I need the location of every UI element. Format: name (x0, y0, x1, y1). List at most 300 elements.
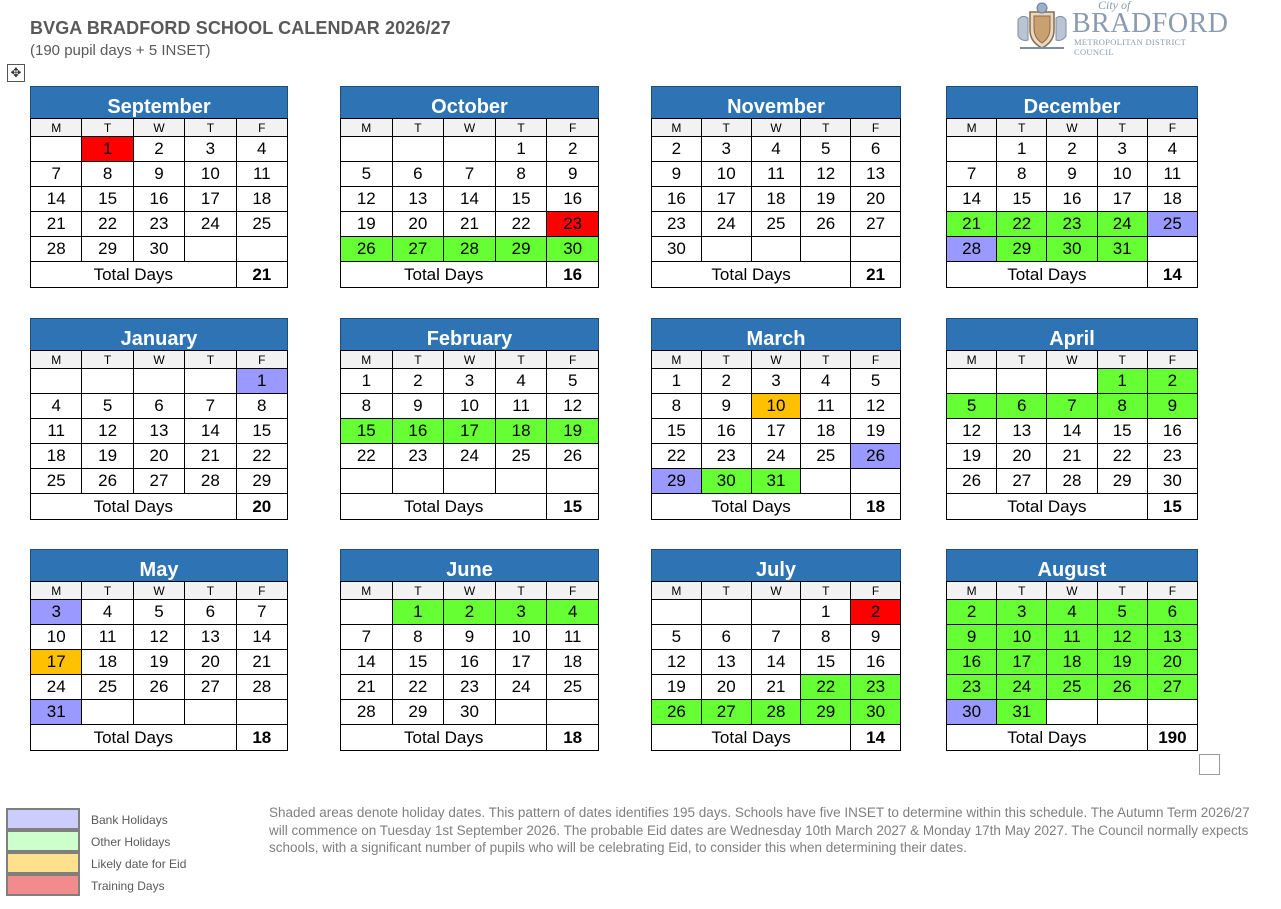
weekday-label: T (392, 582, 444, 600)
day-cell: 24 (751, 444, 801, 469)
week-row (652, 419, 901, 444)
day-cell: 15 (82, 187, 133, 212)
day-cell-hol: 18 (495, 419, 547, 444)
weekday-label: W (751, 351, 801, 369)
day-cell: 24 (31, 675, 82, 700)
weekday-label: T (392, 351, 444, 369)
weekday-label: T (185, 582, 236, 600)
day-cell-hol: 31 (997, 700, 1047, 725)
logo-name-text: BRADFORD (1072, 8, 1229, 39)
day-cell: 8 (236, 394, 287, 419)
weekday-label: T (185, 119, 236, 137)
week-row (947, 469, 1198, 494)
empty-day-cell (1097, 700, 1147, 725)
day-cell: 16 (851, 650, 901, 675)
day-cell: 26 (801, 212, 851, 237)
day-cell: 19 (341, 212, 393, 237)
day-cell-hol: 4 (547, 600, 599, 625)
month-table (30, 581, 288, 751)
week-row (652, 187, 901, 212)
day-cell-hol: 23 (851, 675, 901, 700)
day-cell: 25 (82, 675, 133, 700)
day-cell: 13 (701, 650, 751, 675)
calendar-note: Shaded areas denote holiday dates. This pattern of dates identifies 195 days. Schools have five INSET to determine within this schedule. The Autumn Term 2026/27 will commence on Tuesday 1st September 2026. The probable Eid dates are Wednesday 10th March 2027 & Monday 17th May 2027. The Council normally expects schools, with a significant number of pupils who will be celebrating Eid, to consider this when determining their dates. (269, 805, 1250, 855)
day-cell: 1 (801, 600, 851, 625)
day-cell-hol: 11 (1047, 625, 1097, 650)
total-days-label: Total Days (31, 494, 237, 520)
day-cell: 6 (133, 394, 184, 419)
day-cell: 28 (1047, 469, 1097, 494)
day-cell: 30 (444, 700, 496, 725)
day-cell-hol: 22 (801, 675, 851, 700)
empty-day-cell (547, 469, 599, 494)
weekday-header-row (31, 582, 288, 600)
day-cell-hol: 24 (997, 675, 1047, 700)
empty-day-cell (652, 600, 702, 625)
week-row (341, 137, 599, 162)
day-cell-hol: 30 (851, 700, 901, 725)
council-logo (1012, 0, 1227, 56)
coat-of-arms-icon (1012, 0, 1072, 52)
week-row (31, 162, 288, 187)
month-table (340, 581, 599, 751)
day-cell: 5 (133, 600, 184, 625)
day-cell: 5 (801, 137, 851, 162)
week-row (652, 700, 901, 725)
week-row (947, 444, 1198, 469)
weekday-label: F (547, 119, 599, 137)
day-cell: 11 (236, 162, 287, 187)
empty-day-cell (392, 137, 444, 162)
empty-day-cell (997, 369, 1047, 394)
weekday-label: M (31, 582, 82, 600)
day-cell: 9 (851, 625, 901, 650)
day-cell: 25 (801, 444, 851, 469)
month-table (946, 350, 1198, 520)
day-cell: 21 (751, 675, 801, 700)
empty-day-cell (133, 369, 184, 394)
day-cell: 9 (392, 394, 444, 419)
day-cell: 4 (1147, 137, 1197, 162)
weekday-label: T (701, 582, 751, 600)
weekday-label: M (341, 119, 393, 137)
table-move-handle-icon[interactable]: ✥ (7, 64, 25, 82)
logo-city-text: City of (1098, 0, 1131, 12)
day-cell-hol: 31 (1097, 237, 1147, 262)
month-august (946, 549, 1198, 751)
week-row (652, 600, 901, 625)
day-cell: 5 (851, 369, 901, 394)
month-table (651, 581, 901, 751)
empty-day-cell (236, 237, 287, 262)
day-cell: 2 (392, 369, 444, 394)
legend-swatch-other (6, 830, 80, 852)
day-cell: 17 (495, 650, 547, 675)
day-cell: 22 (495, 212, 547, 237)
week-row (947, 162, 1198, 187)
weekday-label: F (851, 119, 901, 137)
day-cell: 18 (31, 444, 82, 469)
week-row (31, 237, 288, 262)
month-table (340, 350, 599, 520)
day-cell: 6 (392, 162, 444, 187)
weekday-label: M (652, 582, 702, 600)
total-days-label: Total Days (652, 494, 851, 520)
empty-day-cell (341, 469, 393, 494)
week-row (652, 650, 901, 675)
weekday-label: T (495, 119, 547, 137)
total-row (341, 725, 599, 751)
weekday-label: F (236, 351, 287, 369)
day-cell-hol: 2 (1147, 369, 1197, 394)
day-cell-hol: 19 (547, 419, 599, 444)
weekday-label: M (947, 119, 997, 137)
day-cell: 12 (652, 650, 702, 675)
day-cell: 6 (851, 137, 901, 162)
week-row (31, 137, 288, 162)
day-cell: 23 (444, 675, 496, 700)
day-cell-hol: 27 (1147, 675, 1197, 700)
week-row (652, 675, 901, 700)
weekday-label: F (851, 582, 901, 600)
weekday-label: T (997, 119, 1047, 137)
day-cell-hol: 3 (495, 600, 547, 625)
day-cell: 10 (701, 162, 751, 187)
weekday-label: W (133, 582, 184, 600)
empty-day-cell (341, 600, 393, 625)
day-cell: 18 (236, 187, 287, 212)
weekday-label: F (547, 582, 599, 600)
day-cell: 9 (701, 394, 751, 419)
weekday-label: F (851, 351, 901, 369)
day-cell-hol: 27 (392, 237, 444, 262)
day-cell: 4 (82, 600, 133, 625)
day-cell: 28 (31, 237, 82, 262)
day-cell: 4 (495, 369, 547, 394)
week-row (947, 675, 1198, 700)
total-days-value: 14 (1147, 262, 1197, 288)
week-row (652, 212, 901, 237)
day-cell: 21 (236, 650, 287, 675)
weekday-label: T (1097, 582, 1147, 600)
legend-item-training (6, 874, 206, 896)
day-cell: 8 (495, 162, 547, 187)
day-cell-hol: 21 (947, 212, 997, 237)
day-cell: 4 (31, 394, 82, 419)
day-cell: 25 (495, 444, 547, 469)
week-row (341, 237, 599, 262)
week-row (341, 187, 599, 212)
day-cell-hol: 8 (1097, 394, 1147, 419)
day-cell: 13 (997, 419, 1047, 444)
weekday-label: T (495, 582, 547, 600)
month-title: April (946, 318, 1198, 350)
total-row (31, 494, 288, 520)
day-cell: 22 (341, 444, 393, 469)
weekday-header-row (652, 582, 901, 600)
day-cell: 11 (1147, 162, 1197, 187)
empty-day-cell (851, 469, 901, 494)
total-row (947, 262, 1198, 288)
day-cell-bank: 26 (851, 444, 901, 469)
day-cell: 10 (495, 625, 547, 650)
week-row (31, 369, 288, 394)
day-cell: 23 (392, 444, 444, 469)
day-cell: 16 (652, 187, 702, 212)
day-cell: 15 (652, 419, 702, 444)
weekday-label: M (341, 351, 393, 369)
total-row (652, 262, 901, 288)
day-cell: 14 (1047, 419, 1097, 444)
total-days-value: 16 (547, 262, 599, 288)
day-cell: 7 (341, 625, 393, 650)
day-cell-hol: 13 (1147, 625, 1197, 650)
empty-day-cell (444, 137, 496, 162)
month-title: August (946, 549, 1198, 581)
day-cell: 23 (701, 444, 751, 469)
day-cell: 29 (1097, 469, 1147, 494)
day-cell: 4 (801, 369, 851, 394)
weekday-label: F (236, 582, 287, 600)
weekday-label: T (185, 351, 236, 369)
day-cell: 18 (547, 650, 599, 675)
weekday-label: T (1097, 351, 1147, 369)
legend-swatch-training (6, 874, 80, 896)
day-cell: 21 (444, 212, 496, 237)
empty-day-cell (341, 137, 393, 162)
total-days-label: Total Days (652, 262, 851, 288)
day-cell: 29 (236, 469, 287, 494)
day-cell-bank: 1 (236, 369, 287, 394)
empty-day-cell (701, 600, 751, 625)
week-row (31, 600, 288, 625)
total-days-label: Total Days (31, 725, 237, 751)
day-cell: 9 (547, 162, 599, 187)
day-cell: 29 (392, 700, 444, 725)
day-cell: 5 (82, 394, 133, 419)
day-cell-hol: 4 (1047, 600, 1097, 625)
week-row (341, 600, 599, 625)
week-row (947, 700, 1198, 725)
day-cell: 15 (1097, 419, 1147, 444)
weekday-header-row (652, 351, 901, 369)
day-cell: 13 (185, 625, 236, 650)
week-row (31, 650, 288, 675)
day-cell: 19 (801, 187, 851, 212)
day-cell-hol: 16 (947, 650, 997, 675)
week-row (341, 394, 599, 419)
empty-day-cell (947, 369, 997, 394)
day-cell: 22 (1097, 444, 1147, 469)
month-title: September (30, 86, 288, 118)
page-title: BVGA BRADFORD SCHOOL CALENDAR 2026/27 (30, 18, 451, 38)
day-cell: 19 (851, 419, 901, 444)
day-cell-hol: 24 (1097, 212, 1147, 237)
day-cell-hol: 28 (751, 700, 801, 725)
empty-day-cell (185, 700, 236, 725)
total-days-label: Total Days (947, 494, 1148, 520)
total-row (31, 262, 288, 288)
day-cell: 8 (801, 625, 851, 650)
day-cell: 9 (444, 625, 496, 650)
empty-day-cell (751, 600, 801, 625)
day-cell: 13 (851, 162, 901, 187)
day-cell-hol: 3 (997, 600, 1047, 625)
day-cell: 12 (133, 625, 184, 650)
day-cell-hol: 26 (652, 700, 702, 725)
week-row (947, 212, 1198, 237)
day-cell: 28 (341, 700, 393, 725)
day-cell: 1 (997, 137, 1047, 162)
week-row (947, 625, 1198, 650)
day-cell: 14 (751, 650, 801, 675)
day-cell: 9 (652, 162, 702, 187)
day-cell: 19 (133, 650, 184, 675)
week-row (947, 650, 1198, 675)
week-row (652, 469, 901, 494)
empty-day-cell (1047, 369, 1097, 394)
legend-label-bank: Bank Holidays (91, 813, 168, 827)
weekday-header-row (341, 582, 599, 600)
weekday-header-row (947, 351, 1198, 369)
day-cell-hol: 16 (392, 419, 444, 444)
day-cell: 2 (547, 137, 599, 162)
day-cell: 28 (236, 675, 287, 700)
weekday-label: M (947, 351, 997, 369)
day-cell: 9 (133, 162, 184, 187)
week-row (652, 237, 901, 262)
day-cell: 15 (392, 650, 444, 675)
day-cell: 14 (185, 419, 236, 444)
weekday-header-row (341, 119, 599, 137)
legend-item-other (6, 830, 206, 852)
weekday-header-row (947, 119, 1198, 137)
day-cell: 20 (133, 444, 184, 469)
weekday-label: M (341, 582, 393, 600)
day-cell: 12 (947, 419, 997, 444)
month-january (30, 318, 288, 520)
weekday-header-row (652, 119, 901, 137)
day-cell: 16 (1047, 187, 1097, 212)
day-cell: 30 (1147, 469, 1197, 494)
week-row (341, 162, 599, 187)
day-cell-hol: 2 (444, 600, 496, 625)
month-may (30, 549, 288, 751)
total-row (341, 494, 599, 520)
day-cell: 16 (1147, 419, 1197, 444)
day-cell: 19 (82, 444, 133, 469)
day-cell-hol: 30 (547, 237, 599, 262)
month-table (651, 118, 901, 288)
day-cell: 16 (444, 650, 496, 675)
week-row (947, 237, 1198, 262)
week-row (341, 212, 599, 237)
day-cell: 11 (82, 625, 133, 650)
weekday-header-row (31, 351, 288, 369)
month-table (651, 350, 901, 520)
total-days-label: Total Days (341, 262, 547, 288)
day-cell: 22 (236, 444, 287, 469)
empty-day-cell (801, 237, 851, 262)
day-cell: 24 (444, 444, 496, 469)
legend-item-eid (6, 852, 206, 874)
weekday-label: W (444, 119, 496, 137)
day-cell: 28 (185, 469, 236, 494)
empty-day-cell (495, 469, 547, 494)
week-row (31, 675, 288, 700)
day-cell: 25 (751, 212, 801, 237)
day-cell: 6 (185, 600, 236, 625)
day-cell: 8 (341, 394, 393, 419)
weekday-label: F (1147, 119, 1197, 137)
day-cell: 23 (1147, 444, 1197, 469)
day-cell-hol: 28 (444, 237, 496, 262)
day-cell: 11 (31, 419, 82, 444)
checkbox-placeholder[interactable] (1199, 754, 1220, 775)
weekday-label: T (801, 119, 851, 137)
day-cell: 21 (31, 212, 82, 237)
month-february (340, 318, 599, 520)
month-october (340, 86, 599, 288)
weekday-header-row (947, 582, 1198, 600)
day-cell: 3 (185, 137, 236, 162)
week-row (652, 444, 901, 469)
day-cell-train: 1 (82, 137, 133, 162)
day-cell: 12 (547, 394, 599, 419)
day-cell: 16 (133, 187, 184, 212)
day-cell-hol: 6 (997, 394, 1047, 419)
day-cell: 30 (652, 237, 702, 262)
day-cell: 20 (851, 187, 901, 212)
total-row (341, 262, 599, 288)
week-row (341, 419, 599, 444)
day-cell: 10 (444, 394, 496, 419)
day-cell: 17 (751, 419, 801, 444)
day-cell-hol: 31 (751, 469, 801, 494)
week-row (31, 444, 288, 469)
week-row (31, 419, 288, 444)
month-title: November (651, 86, 901, 118)
month-title: February (340, 318, 599, 350)
weekday-label: M (31, 351, 82, 369)
day-cell: 14 (236, 625, 287, 650)
week-row (947, 187, 1198, 212)
weekday-label: W (133, 119, 184, 137)
day-cell: 8 (652, 394, 702, 419)
week-row (341, 625, 599, 650)
day-cell: 3 (444, 369, 496, 394)
week-row (652, 137, 901, 162)
weekday-label: W (444, 582, 496, 600)
day-cell-eid: 10 (751, 394, 801, 419)
total-days-label: Total Days (341, 494, 547, 520)
day-cell-hol: 17 (444, 419, 496, 444)
empty-day-cell (701, 237, 751, 262)
page-subtitle: (190 pupil days + 5 INSET) (30, 42, 211, 59)
week-row (341, 650, 599, 675)
weekday-label: W (133, 351, 184, 369)
day-cell: 22 (652, 444, 702, 469)
total-row (652, 725, 901, 751)
week-row (31, 394, 288, 419)
empty-day-cell (851, 237, 901, 262)
weekday-label: T (392, 119, 444, 137)
week-row (652, 625, 901, 650)
month-table (946, 118, 1198, 288)
total-days-label: Total Days (652, 725, 851, 751)
empty-day-cell (495, 700, 547, 725)
week-row (341, 469, 599, 494)
